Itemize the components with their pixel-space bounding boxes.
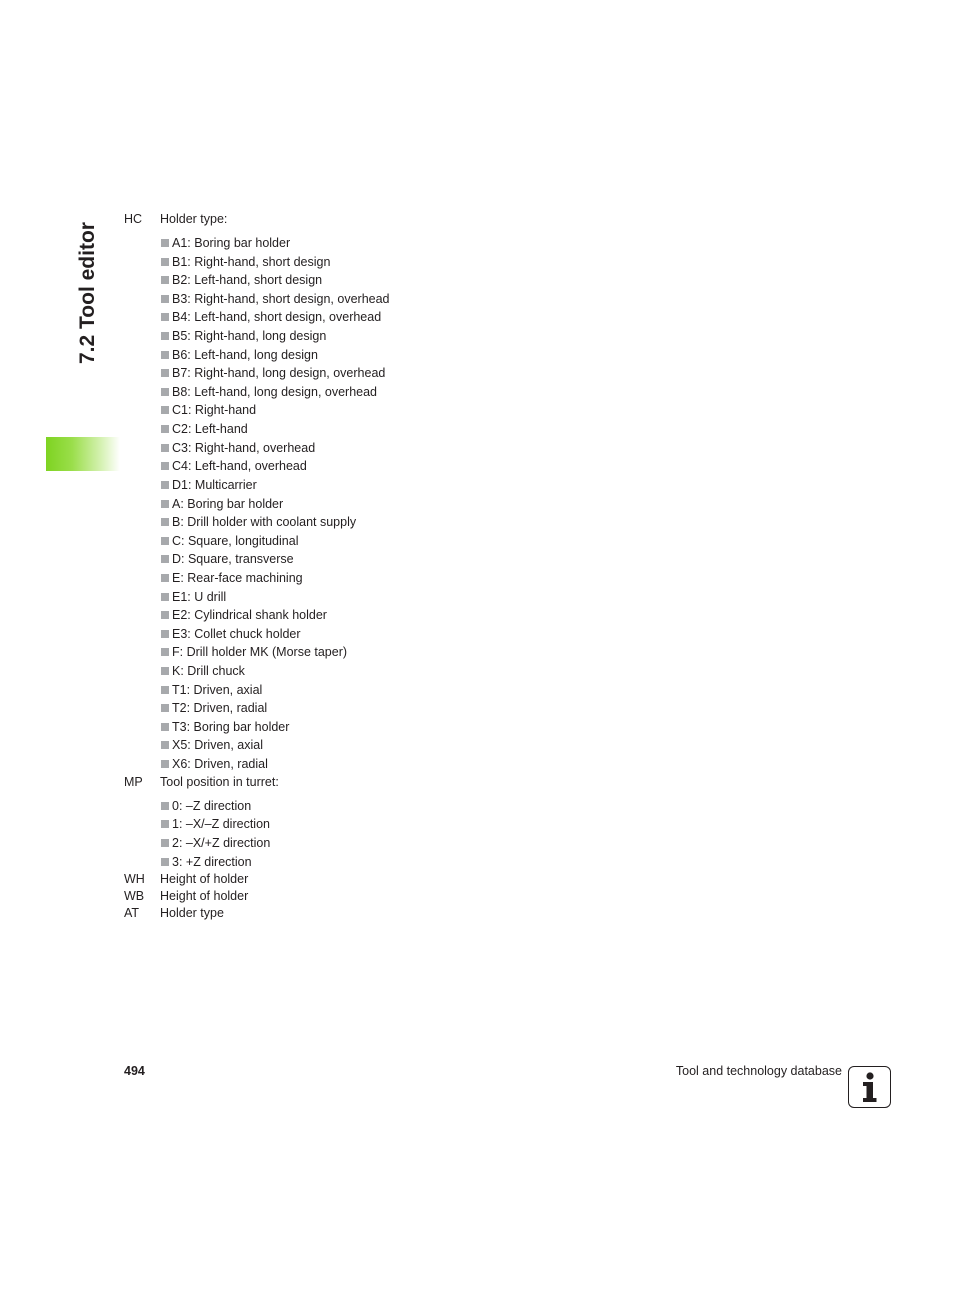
square-bullet-icon (161, 332, 169, 340)
option-label: T3: Boring bar holder (172, 719, 290, 734)
param-code: WB (124, 889, 145, 904)
option-item (124, 513, 544, 532)
param-at (124, 905, 544, 922)
option-label: B2: Left-hand, short design (172, 273, 323, 288)
option-label: T1: Driven, axial (172, 682, 263, 697)
option-item (124, 625, 544, 644)
option-item (124, 401, 544, 420)
option-label: C1: Right-hand (172, 403, 257, 418)
square-bullet-icon (161, 667, 169, 675)
option-item (124, 834, 544, 853)
option-item (124, 253, 544, 272)
square-bullet-icon (161, 741, 169, 749)
option-item (124, 346, 544, 365)
option-label: C3: Right-hand, overhead (172, 440, 316, 455)
option-item (124, 681, 544, 700)
square-bullet-icon (161, 481, 169, 489)
option-label: C: Square, longitudinal (172, 533, 299, 548)
section-title: 7.2 Tool editor (76, 222, 99, 364)
option-item (124, 755, 544, 774)
param-description: Holder type: (160, 212, 228, 226)
hc-option-list (124, 234, 544, 774)
option-item (124, 271, 544, 290)
square-bullet-icon (161, 351, 169, 359)
square-bullet-icon (161, 258, 169, 266)
mp-option-list (124, 797, 544, 871)
option-item (124, 308, 544, 327)
option-item (124, 290, 544, 309)
option-label: B6: Left-hand, long design (172, 347, 318, 362)
option-item (124, 699, 544, 718)
option-item (124, 662, 544, 681)
option-label: B: Drill holder with coolant supply (172, 515, 357, 530)
square-bullet-icon (161, 593, 169, 601)
square-bullet-icon (161, 858, 169, 866)
info-glyph (849, 1067, 889, 1106)
option-label: E3: Collet chuck holder (172, 626, 301, 641)
page-number: 494 (124, 1064, 145, 1078)
param-description: Holder type (160, 906, 224, 921)
option-item (124, 550, 544, 569)
square-bullet-icon (161, 555, 169, 563)
option-item (124, 327, 544, 346)
param-description: Height of holder (160, 889, 249, 904)
option-item (124, 643, 544, 662)
option-item (124, 797, 544, 816)
chapter-title: Tool and technology database (675, 1064, 842, 1078)
square-bullet-icon (161, 369, 169, 377)
option-label: 0: –Z direction (172, 798, 252, 813)
option-label: A: Boring bar holder (172, 496, 284, 511)
chapter-tab-marker (46, 437, 120, 471)
option-label: D1: Multicarrier (172, 477, 257, 492)
square-bullet-icon (161, 630, 169, 638)
square-bullet-icon (161, 820, 169, 828)
option-label: B7: Right-hand, long design, overhead (172, 366, 386, 381)
option-label: E1: U drill (172, 589, 227, 604)
option-label: B5: Right-hand, long design (172, 329, 327, 344)
square-bullet-icon (161, 276, 169, 284)
square-bullet-icon (161, 611, 169, 619)
param-code: AT (124, 906, 140, 921)
option-item (124, 439, 544, 458)
square-bullet-icon (161, 425, 169, 433)
square-bullet-icon (161, 574, 169, 582)
option-item (124, 532, 544, 551)
option-label: C4: Left-hand, overhead (172, 459, 307, 474)
option-item (124, 853, 544, 872)
square-bullet-icon (161, 648, 169, 656)
option-label: B3: Right-hand, short design, overhead (172, 291, 390, 306)
square-bullet-icon (161, 388, 169, 396)
param-description: Height of holder (160, 872, 249, 887)
option-label: E: Rear-face machining (172, 570, 303, 585)
square-bullet-icon (161, 295, 169, 303)
param-mp (124, 774, 544, 791)
square-bullet-icon (161, 500, 169, 508)
option-item (124, 606, 544, 625)
option-label: C2: Left-hand (172, 422, 248, 437)
square-bullet-icon (161, 313, 169, 321)
param-hc (124, 211, 544, 228)
option-item (124, 569, 544, 588)
option-label: B8: Left-hand, long design, overhead (172, 384, 378, 399)
square-bullet-icon (161, 406, 169, 414)
square-bullet-icon (161, 686, 169, 694)
param-code: HC (124, 212, 143, 226)
square-bullet-icon (161, 760, 169, 768)
param-code: MP (124, 774, 143, 789)
option-item (124, 495, 544, 514)
option-label: T2: Driven, radial (172, 701, 268, 716)
option-item (124, 457, 544, 476)
param-description: Tool position in turret: (160, 774, 279, 789)
square-bullet-icon (161, 239, 169, 247)
square-bullet-icon (161, 802, 169, 810)
option-item (124, 588, 544, 607)
option-item (124, 383, 544, 402)
square-bullet-icon (161, 723, 169, 731)
square-bullet-icon (161, 462, 169, 470)
option-item (124, 815, 544, 834)
option-label: 3: +Z direction (172, 854, 252, 869)
option-label: B1: Right-hand, short design (172, 254, 331, 269)
option-label: X5: Driven, axial (172, 738, 264, 753)
square-bullet-icon (161, 518, 169, 526)
info-icon (848, 1066, 891, 1108)
option-label: A1: Boring bar holder (172, 236, 291, 250)
param-wb (124, 888, 544, 905)
option-label: B4: Left-hand, short design, overhead (172, 310, 382, 325)
option-label: 2: –X/+Z direction (172, 835, 271, 850)
option-item (124, 736, 544, 755)
option-label: D: Square, transverse (172, 552, 294, 567)
option-item (124, 234, 544, 253)
option-label: K: Drill chuck (172, 664, 245, 679)
parameter-list (124, 211, 544, 922)
param-wh (124, 871, 544, 888)
option-label: F: Drill holder MK (Morse taper) (172, 645, 348, 660)
option-item (124, 420, 544, 439)
option-label: X6: Driven, radial (172, 757, 268, 772)
square-bullet-icon (161, 839, 169, 847)
option-item (124, 476, 544, 495)
square-bullet-icon (161, 444, 169, 452)
option-item (124, 718, 544, 737)
option-label: 1: –X/–Z direction (172, 817, 270, 832)
square-bullet-icon (161, 704, 169, 712)
option-item (124, 364, 544, 383)
param-code: WH (124, 872, 145, 887)
option-label: E2: Cylindrical shank holder (172, 608, 327, 623)
square-bullet-icon (161, 537, 169, 545)
